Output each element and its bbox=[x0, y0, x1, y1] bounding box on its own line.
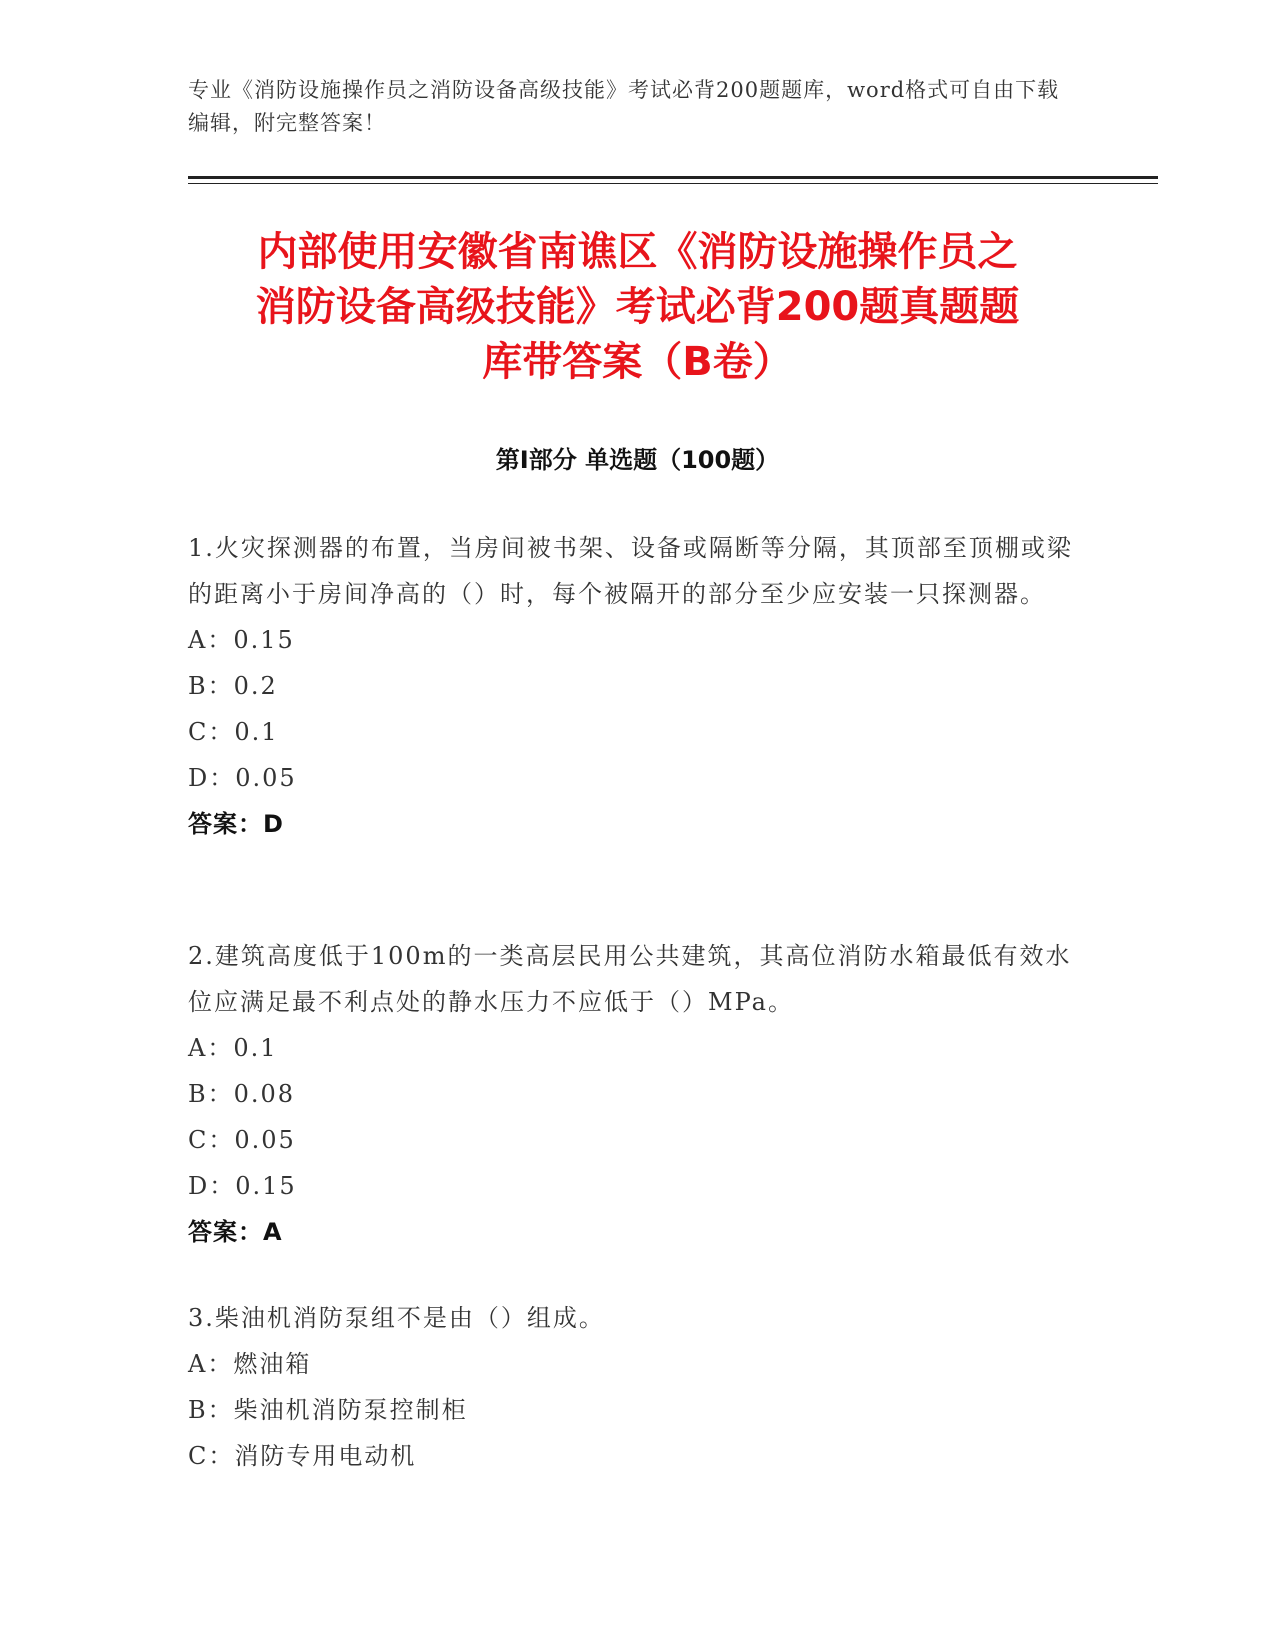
question-stem: 2.建筑高度低于100m的一类高层民用公共建筑，其高位消防水箱最低有效水位应满足最不利点处的静水压力不应低于（）MPa。 bbox=[188, 942, 1072, 1016]
title-line-3: 库带答案（B卷） bbox=[482, 339, 793, 385]
option-a: A：0.15 bbox=[188, 626, 295, 654]
option-d: D：0.15 bbox=[188, 1172, 297, 1200]
intro-text: 专业《消防设施操作员之消防设备高级技能》考试必背200题题库，word格式可自由下载编辑，附完整答案！ bbox=[188, 78, 1060, 135]
answer-line: 答案：D bbox=[188, 810, 284, 838]
option-b: B：柴油机消防泵控制柜 bbox=[188, 1396, 468, 1424]
option-b: B：0.2 bbox=[188, 672, 278, 700]
answer-line: 答案：A bbox=[188, 1218, 283, 1246]
question-3 bbox=[188, 1295, 1088, 1479]
header-rule-thick bbox=[188, 176, 1158, 179]
document-title bbox=[170, 225, 1105, 390]
title-line-1: 内部使用安徽省南谯区《消防设施操作员之 bbox=[257, 229, 1018, 275]
option-c: C：0.05 bbox=[188, 1126, 296, 1154]
question-1 bbox=[188, 525, 1088, 847]
option-c: C：消防专用电动机 bbox=[188, 1442, 417, 1470]
title-line-2: 消防设备高级技能》考试必背200题真题题 bbox=[255, 284, 1020, 330]
section-heading: 第Ⅰ部分 单选题（100题） bbox=[495, 446, 780, 474]
question-stem: 1.火灾探测器的布置，当房间被书架、设备或隔断等分隔，其顶部至顶棚或梁的距离小于房间净高的（）时，每个被隔开的部分至少应安装一只探测器。 bbox=[188, 534, 1073, 608]
option-b: B：0.08 bbox=[188, 1080, 296, 1108]
header-rule-thin bbox=[188, 183, 1158, 184]
option-d: D：0.05 bbox=[188, 764, 297, 792]
question-stem: 3.柴油机消防泵组不是由（）组成。 bbox=[188, 1304, 605, 1332]
option-c: C：0.1 bbox=[188, 718, 279, 746]
option-a: A：燃油箱 bbox=[188, 1350, 312, 1378]
question-2 bbox=[188, 933, 1088, 1255]
option-a: A：0.1 bbox=[188, 1034, 278, 1062]
